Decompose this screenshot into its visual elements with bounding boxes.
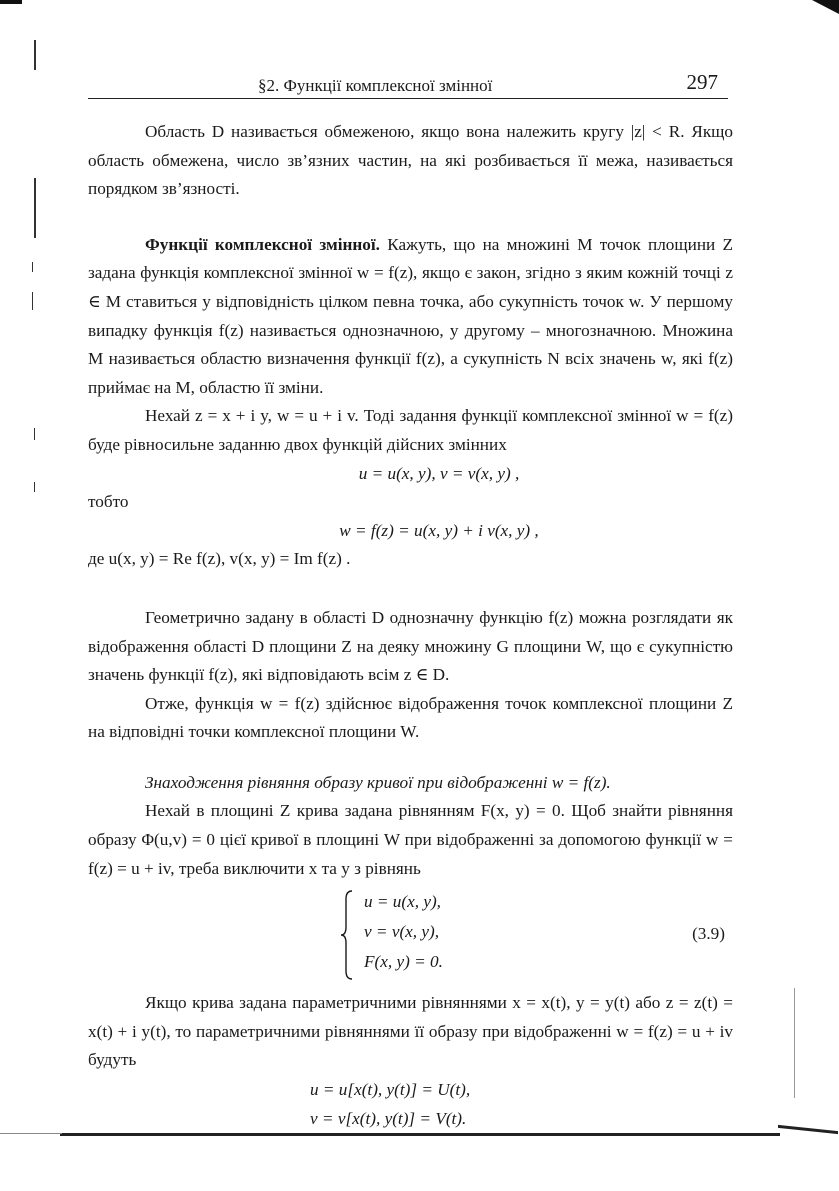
margin-mark bbox=[32, 292, 33, 310]
section-title: §2. Функції комплексної змінної bbox=[258, 76, 493, 95]
running-header bbox=[88, 72, 728, 99]
bottom-rule bbox=[60, 1133, 780, 1136]
word-tobto: тобто bbox=[88, 492, 129, 512]
bottom-rule-left bbox=[0, 1133, 62, 1134]
bottom-rule-right bbox=[778, 1125, 838, 1134]
system-eq-1: u = u(x, y), bbox=[364, 892, 441, 912]
parametric-equations bbox=[310, 1075, 733, 1133]
scan-corner-top-right bbox=[812, 0, 839, 14]
left-brace bbox=[340, 889, 354, 981]
paragraph-geometric: Геометрично задану в області D однозначну функцію f(z) можна розглядати як відображення області D площини Z на деяку множину G площини W, що є сукупністю значень функції f(z), які відповідають всім z ∈ D. bbox=[88, 607, 733, 685]
margin-mark bbox=[794, 988, 795, 1098]
param-eq-v: v = v[x(t), y(t)] = V(t). bbox=[310, 1109, 467, 1129]
paragraph-let-z: Нехай z = x + i y, w = u + i v. Тоді задання функції комплексної змінної w = f(z) буде рівносильне заданню двох функцій дійсних змінних bbox=[88, 406, 733, 454]
margin-mark bbox=[34, 482, 35, 492]
system-eq-3: F(x, y) = 0. bbox=[364, 952, 443, 972]
margin-mark bbox=[34, 40, 36, 70]
subheading-complex-functions: Функції комплексної змінної. bbox=[145, 234, 380, 254]
paragraph-bounded-region: Область D називається обмеженою, якщо вона належить кругу |z| < R. Якщо область обмежена, число зв’язних частин, на які розбивається її межа, називається порядком зв’язності. bbox=[88, 122, 733, 199]
equation-system bbox=[88, 889, 733, 985]
paragraph-parametric: Якщо крива задана параметричними рівняннями x = x(t), y = y(t) або z = z(t) = x(t) + i y(t), то параметричними рівняннями її образу при відображенні w = f(z) = u + iv будуть bbox=[88, 993, 733, 1070]
subheading-image-curve: Знаходження рівняння образу кривої при відображенні w = f(z). bbox=[145, 772, 611, 792]
margin-mark bbox=[34, 178, 36, 238]
system-eq-2: v = v(x, y), bbox=[364, 922, 440, 942]
system-equations bbox=[364, 887, 443, 977]
formula-re-im: де u(x, y) = Re f(z), v(x, y) = Im f(z) . bbox=[88, 549, 351, 569]
scan-corner-top-left bbox=[0, 0, 22, 4]
paragraph-curve-equation: Нехай в площині Z крива задана рівнянням F(x, y) = 0. Щоб знайти рівняння образу Φ(u,v) = 0 цієї кривої в площині W при відображенні за допомогою функції w = f(z) = u + iv, треба виключити x та y з рівнянь bbox=[88, 801, 733, 878]
paragraph-mapping: Отже, функція w = f(z) здійснює відображення точок комплексної площини Z на відповідні точки комплексної площини W. bbox=[88, 693, 733, 742]
margin-mark bbox=[32, 262, 33, 272]
page-number: 297 bbox=[686, 70, 718, 94]
page-body bbox=[88, 118, 733, 1133]
formula-u-v: u = u(x, y), v = v(x, y) , bbox=[358, 463, 520, 483]
equation-number: (3.9) bbox=[692, 924, 725, 944]
paragraph-complex-functions: Функції комплексної змінної. Кажуть, що на множині M точок площини Z задана функція комплексної змінної w = f(z), якщо є закон, згідно з яким кожній точці z ∈ M ставиться у відповідність цілком певна точка, або сукупність точок w. У першому випадку функція f(z) називається однозначною, у другому – многозначною. Множина M називається областю визначення функції f(z), а сукупність N всіх значень w, які f(z) приймає на M, областю її зміни. bbox=[88, 234, 733, 397]
formula-w: w = f(z) = u(x, y) + i v(x, y) , bbox=[339, 520, 539, 540]
param-eq-u: u = u[x(t), y(t)] = U(t), bbox=[310, 1080, 471, 1100]
margin-mark bbox=[34, 428, 35, 440]
